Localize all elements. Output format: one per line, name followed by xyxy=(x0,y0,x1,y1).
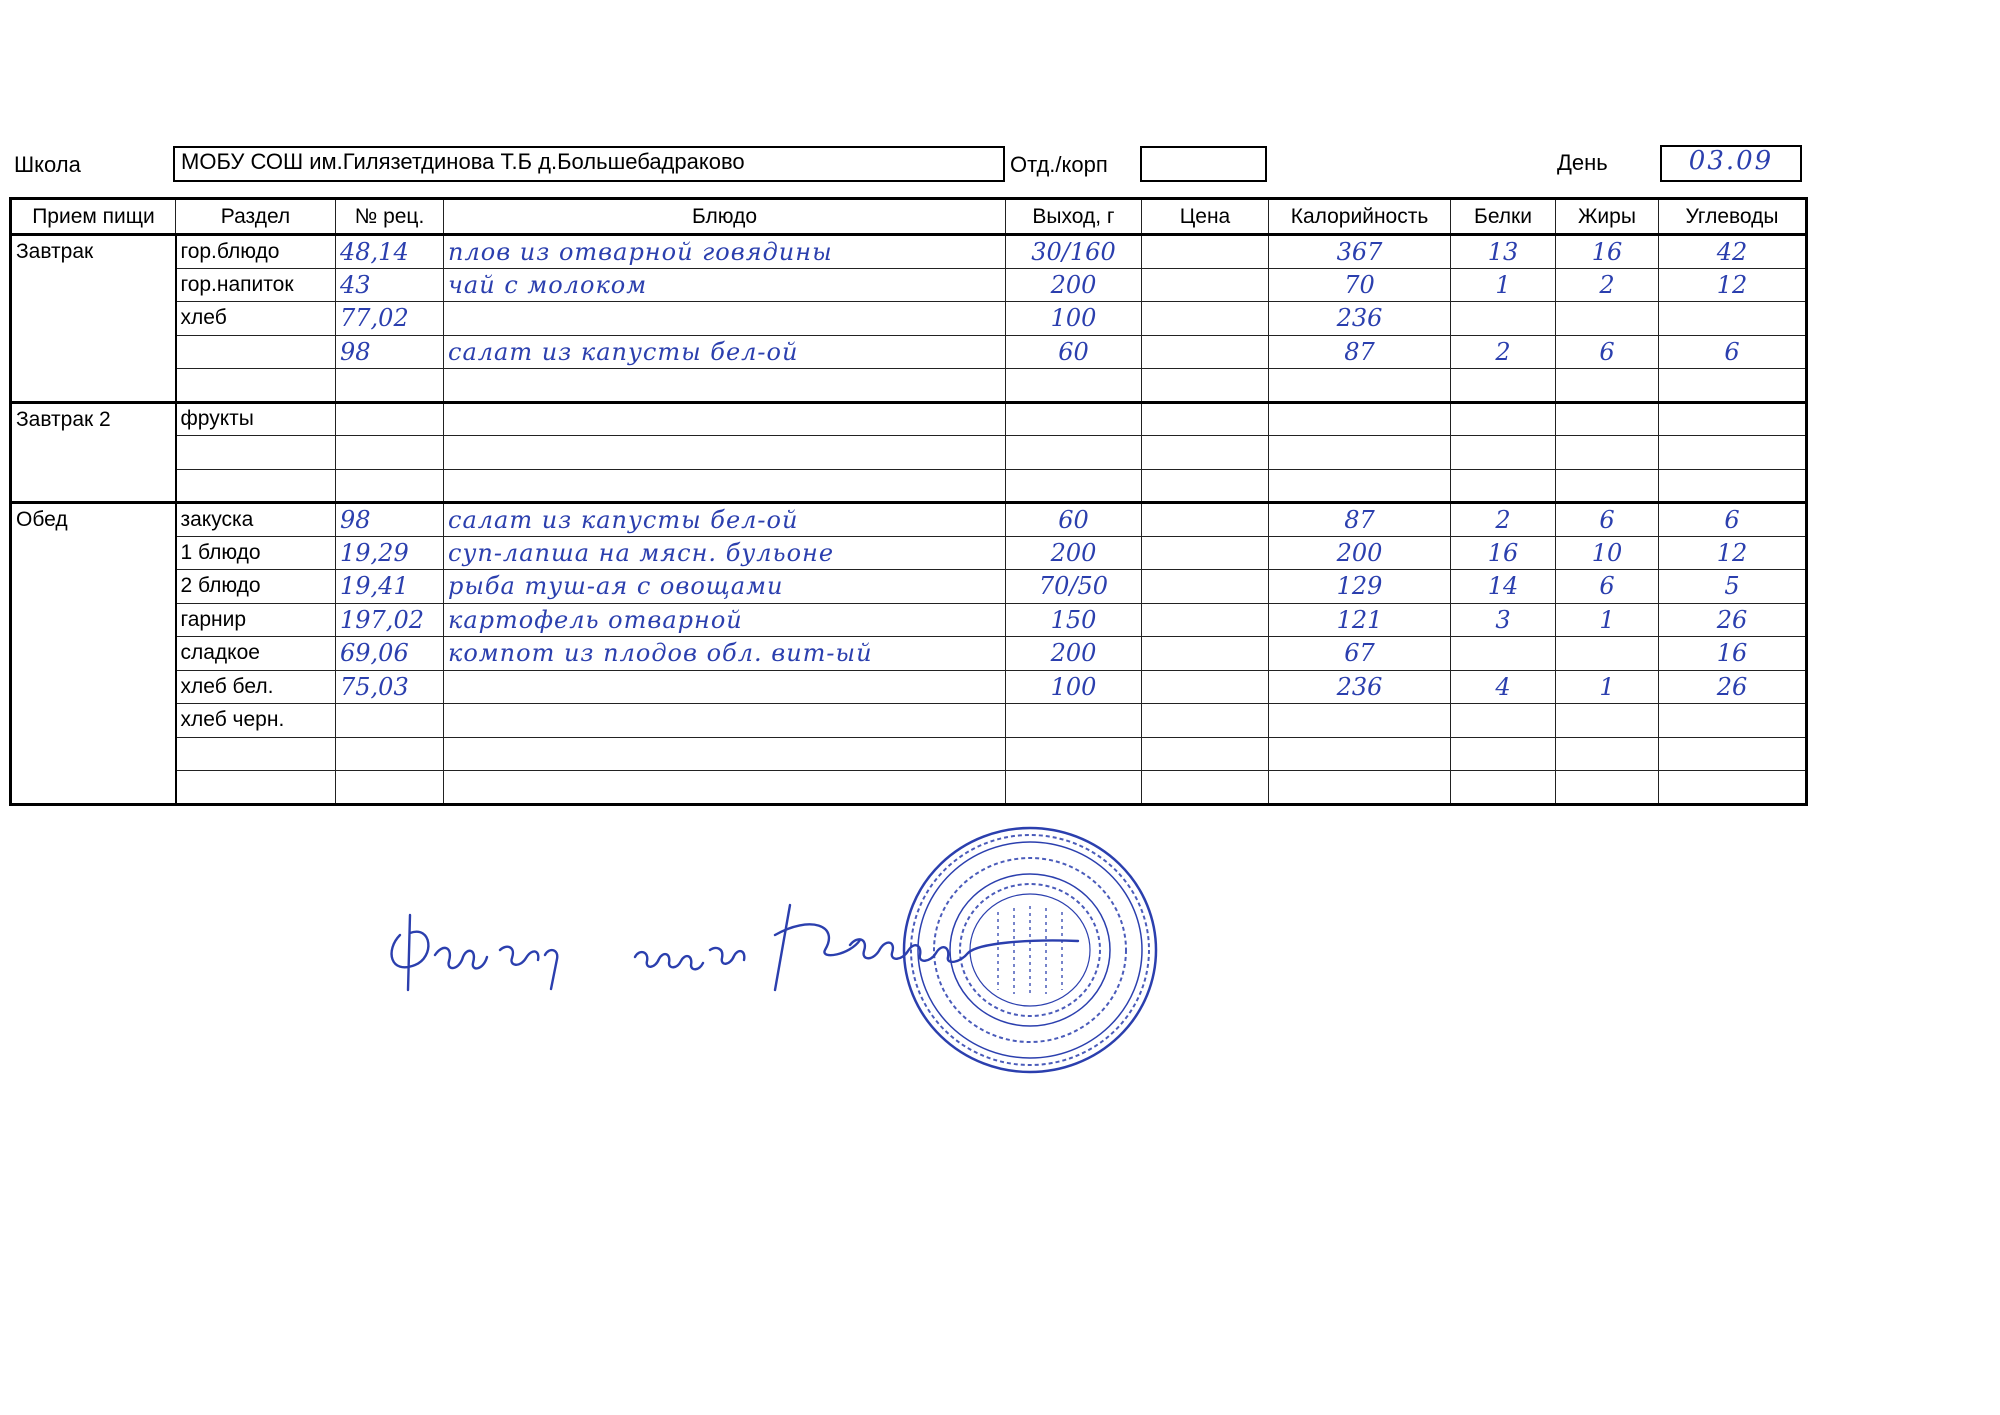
cell-protein xyxy=(1451,704,1556,738)
cell-protein xyxy=(1451,302,1556,336)
menu-table xyxy=(9,197,1808,806)
cell-fat xyxy=(1556,402,1659,436)
cell-yield: 200 xyxy=(1006,536,1142,570)
cell-section: гарнир xyxy=(176,603,336,637)
table-row xyxy=(11,302,1807,336)
cell-dish xyxy=(444,302,1006,336)
cell-dish xyxy=(444,436,1006,470)
cell-yield xyxy=(1006,737,1142,771)
column-header-recipe: № рец. xyxy=(336,199,444,235)
cell-protein: 1 xyxy=(1451,268,1556,302)
cell-calories: 236 xyxy=(1269,302,1451,336)
column-header-section: Раздел xyxy=(176,199,336,235)
cell-fat: 10 xyxy=(1556,536,1659,570)
branch-label: Отд./корп xyxy=(1010,152,1108,177)
table-row xyxy=(11,570,1807,604)
cell-price xyxy=(1142,335,1269,369)
cell-price xyxy=(1142,536,1269,570)
cell-recipe: 75,03 xyxy=(336,670,444,704)
cell-dish: чай с молоком xyxy=(444,268,1006,302)
cell-calories xyxy=(1269,771,1451,805)
cell-fat xyxy=(1556,704,1659,738)
cell-section: закуска xyxy=(176,503,336,537)
table-row xyxy=(11,235,1807,269)
cell-carbs xyxy=(1659,402,1807,436)
cell-protein xyxy=(1451,737,1556,771)
cell-calories: 87 xyxy=(1269,335,1451,369)
cell-yield: 200 xyxy=(1006,637,1142,671)
cell-price xyxy=(1142,235,1269,269)
cell-recipe: 43 xyxy=(336,268,444,302)
cell-recipe: 98 xyxy=(336,503,444,537)
cell-dish: суп-лапша на мясн. бульоне xyxy=(444,536,1006,570)
cell-fat: 16 xyxy=(1556,235,1659,269)
cell-carbs: 26 xyxy=(1659,603,1807,637)
cell-calories xyxy=(1269,704,1451,738)
cell-recipe: 77,02 xyxy=(336,302,444,336)
cell-recipe xyxy=(336,469,444,503)
cell-price xyxy=(1142,369,1269,403)
column-header-protein: Белки xyxy=(1451,199,1556,235)
meal-name: Завтрак 2 xyxy=(11,402,176,503)
table-row xyxy=(11,737,1807,771)
cell-fat xyxy=(1556,469,1659,503)
cell-calories: 236 xyxy=(1269,670,1451,704)
cell-recipe xyxy=(336,369,444,403)
cell-calories: 200 xyxy=(1269,536,1451,570)
column-header-calories: Калорийность xyxy=(1269,199,1451,235)
cell-price xyxy=(1142,268,1269,302)
cell-carbs xyxy=(1659,302,1807,336)
table-row xyxy=(11,771,1807,805)
cell-dish xyxy=(444,369,1006,403)
cell-protein: 14 xyxy=(1451,570,1556,604)
cell-dish: картофель отварной xyxy=(444,603,1006,637)
cell-fat: 6 xyxy=(1556,570,1659,604)
school-name-field: МОБУ СОШ им.Гилязетдинова Т.Б д.Большебадраково xyxy=(173,146,1005,182)
cell-section: сладкое xyxy=(176,637,336,671)
cell-dish xyxy=(444,704,1006,738)
cell-section: 1 блюдо xyxy=(176,536,336,570)
cell-fat xyxy=(1556,369,1659,403)
table-row xyxy=(11,268,1807,302)
cell-fat xyxy=(1556,637,1659,671)
table-row xyxy=(11,335,1807,369)
cell-calories xyxy=(1269,436,1451,470)
cell-dish xyxy=(444,670,1006,704)
cell-carbs: 12 xyxy=(1659,268,1807,302)
cell-section: гор.напиток xyxy=(176,268,336,302)
cell-recipe xyxy=(336,737,444,771)
cell-carbs: 26 xyxy=(1659,670,1807,704)
cell-calories: 70 xyxy=(1269,268,1451,302)
cell-fat: 6 xyxy=(1556,503,1659,537)
cell-dish: компот из плодов обл. вит-ый xyxy=(444,637,1006,671)
cell-price xyxy=(1142,704,1269,738)
day-label: День xyxy=(1557,150,1608,175)
cell-price xyxy=(1142,670,1269,704)
cell-carbs: 6 xyxy=(1659,335,1807,369)
table-row xyxy=(11,402,1807,436)
cell-price xyxy=(1142,503,1269,537)
cell-recipe: 48,14 xyxy=(336,235,444,269)
cell-price xyxy=(1142,436,1269,470)
column-header-fat: Жиры xyxy=(1556,199,1659,235)
cell-section xyxy=(176,737,336,771)
table-row xyxy=(11,603,1807,637)
cell-carbs xyxy=(1659,436,1807,470)
column-header-meal: Прием пищи xyxy=(11,199,176,235)
cell-protein: 4 xyxy=(1451,670,1556,704)
cell-yield: 60 xyxy=(1006,335,1142,369)
column-header-price: Цена xyxy=(1142,199,1269,235)
cell-protein: 2 xyxy=(1451,335,1556,369)
table-row xyxy=(11,436,1807,470)
cell-protein xyxy=(1451,637,1556,671)
cell-dish xyxy=(444,469,1006,503)
column-header-yield: Выход, г xyxy=(1006,199,1142,235)
cell-yield: 200 xyxy=(1006,268,1142,302)
cell-section: хлеб бел. xyxy=(176,670,336,704)
cell-section xyxy=(176,771,336,805)
cell-carbs xyxy=(1659,771,1807,805)
cell-calories: 87 xyxy=(1269,503,1451,537)
cell-section xyxy=(176,469,336,503)
cell-section: 2 блюдо xyxy=(176,570,336,604)
cell-section xyxy=(176,369,336,403)
director-signature xyxy=(380,895,1310,1005)
branch-field xyxy=(1140,146,1267,182)
table-row xyxy=(11,536,1807,570)
cell-recipe: 98 xyxy=(336,335,444,369)
cell-yield: 150 xyxy=(1006,603,1142,637)
menu-body xyxy=(11,235,1807,805)
meal-name: Обед xyxy=(11,503,176,805)
column-header-dish: Блюдо xyxy=(444,199,1006,235)
cell-price xyxy=(1142,302,1269,336)
cell-fat: 2 xyxy=(1556,268,1659,302)
cell-carbs: 12 xyxy=(1659,536,1807,570)
cell-recipe xyxy=(336,402,444,436)
table-header-row xyxy=(11,199,1807,235)
cell-section: гор.блюдо xyxy=(176,235,336,269)
cell-calories: 67 xyxy=(1269,637,1451,671)
cell-price xyxy=(1142,737,1269,771)
cell-yield: 100 xyxy=(1006,302,1142,336)
cell-yield xyxy=(1006,402,1142,436)
table-row xyxy=(11,503,1807,537)
cell-yield: 100 xyxy=(1006,670,1142,704)
cell-protein: 2 xyxy=(1451,503,1556,537)
cell-dish: салат из капусты бел-ой xyxy=(444,335,1006,369)
cell-price xyxy=(1142,402,1269,436)
cell-protein: 13 xyxy=(1451,235,1556,269)
cell-recipe: 197,02 xyxy=(336,603,444,637)
cell-protein: 16 xyxy=(1451,536,1556,570)
cell-carbs xyxy=(1659,469,1807,503)
cell-yield xyxy=(1006,369,1142,403)
cell-price xyxy=(1142,771,1269,805)
cell-calories: 121 xyxy=(1269,603,1451,637)
cell-section: хлеб xyxy=(176,302,336,336)
cell-carbs xyxy=(1659,704,1807,738)
cell-calories xyxy=(1269,402,1451,436)
cell-calories xyxy=(1269,469,1451,503)
cell-carbs: 6 xyxy=(1659,503,1807,537)
cell-price xyxy=(1142,603,1269,637)
cell-fat: 1 xyxy=(1556,603,1659,637)
cell-section xyxy=(176,335,336,369)
cell-protein xyxy=(1451,369,1556,403)
cell-yield: 60 xyxy=(1006,503,1142,537)
cell-dish: рыба туш-ая с овощами xyxy=(444,570,1006,604)
cell-yield xyxy=(1006,436,1142,470)
cell-dish: плов из отварной говядины xyxy=(444,235,1006,269)
cell-recipe xyxy=(336,436,444,470)
meal-name: Завтрак xyxy=(11,235,176,403)
cell-yield: 30/160 xyxy=(1006,235,1142,269)
cell-yield xyxy=(1006,704,1142,738)
day-field: 03.09 xyxy=(1660,145,1802,182)
cell-yield: 70/50 xyxy=(1006,570,1142,604)
cell-fat xyxy=(1556,771,1659,805)
table-row xyxy=(11,704,1807,738)
school-label: Школа xyxy=(14,152,81,177)
cell-recipe xyxy=(336,704,444,738)
cell-yield xyxy=(1006,469,1142,503)
table-row xyxy=(11,469,1807,503)
cell-protein xyxy=(1451,469,1556,503)
cell-calories: 129 xyxy=(1269,570,1451,604)
cell-section: хлеб черн. xyxy=(176,704,336,738)
cell-fat xyxy=(1556,737,1659,771)
column-header-carbs: Углеводы xyxy=(1659,199,1807,235)
cell-fat xyxy=(1556,302,1659,336)
cell-yield xyxy=(1006,771,1142,805)
cell-carbs: 5 xyxy=(1659,570,1807,604)
cell-recipe: 69,06 xyxy=(336,637,444,671)
cell-calories: 367 xyxy=(1269,235,1451,269)
cell-section xyxy=(176,436,336,470)
table-row xyxy=(11,369,1807,403)
cell-carbs xyxy=(1659,737,1807,771)
cell-protein xyxy=(1451,436,1556,470)
cell-recipe xyxy=(336,771,444,805)
cell-carbs xyxy=(1659,369,1807,403)
table-row xyxy=(11,670,1807,704)
cell-dish xyxy=(444,771,1006,805)
table-row xyxy=(11,637,1807,671)
cell-calories xyxy=(1269,369,1451,403)
cell-recipe: 19,29 xyxy=(336,536,444,570)
cell-carbs: 16 xyxy=(1659,637,1807,671)
cell-dish: салат из капусты бел-ой xyxy=(444,503,1006,537)
cell-dish xyxy=(444,402,1006,436)
cell-protein xyxy=(1451,771,1556,805)
official-stamp xyxy=(898,822,1163,1077)
cell-fat xyxy=(1556,436,1659,470)
cell-carbs: 42 xyxy=(1659,235,1807,269)
cell-price xyxy=(1142,570,1269,604)
cell-protein xyxy=(1451,402,1556,436)
cell-price xyxy=(1142,637,1269,671)
cell-recipe: 19,41 xyxy=(336,570,444,604)
cell-fat: 6 xyxy=(1556,335,1659,369)
cell-price xyxy=(1142,469,1269,503)
cell-protein: 3 xyxy=(1451,603,1556,637)
cell-dish xyxy=(444,737,1006,771)
cell-fat: 1 xyxy=(1556,670,1659,704)
cell-section: фрукты xyxy=(176,402,336,436)
cell-calories xyxy=(1269,737,1451,771)
